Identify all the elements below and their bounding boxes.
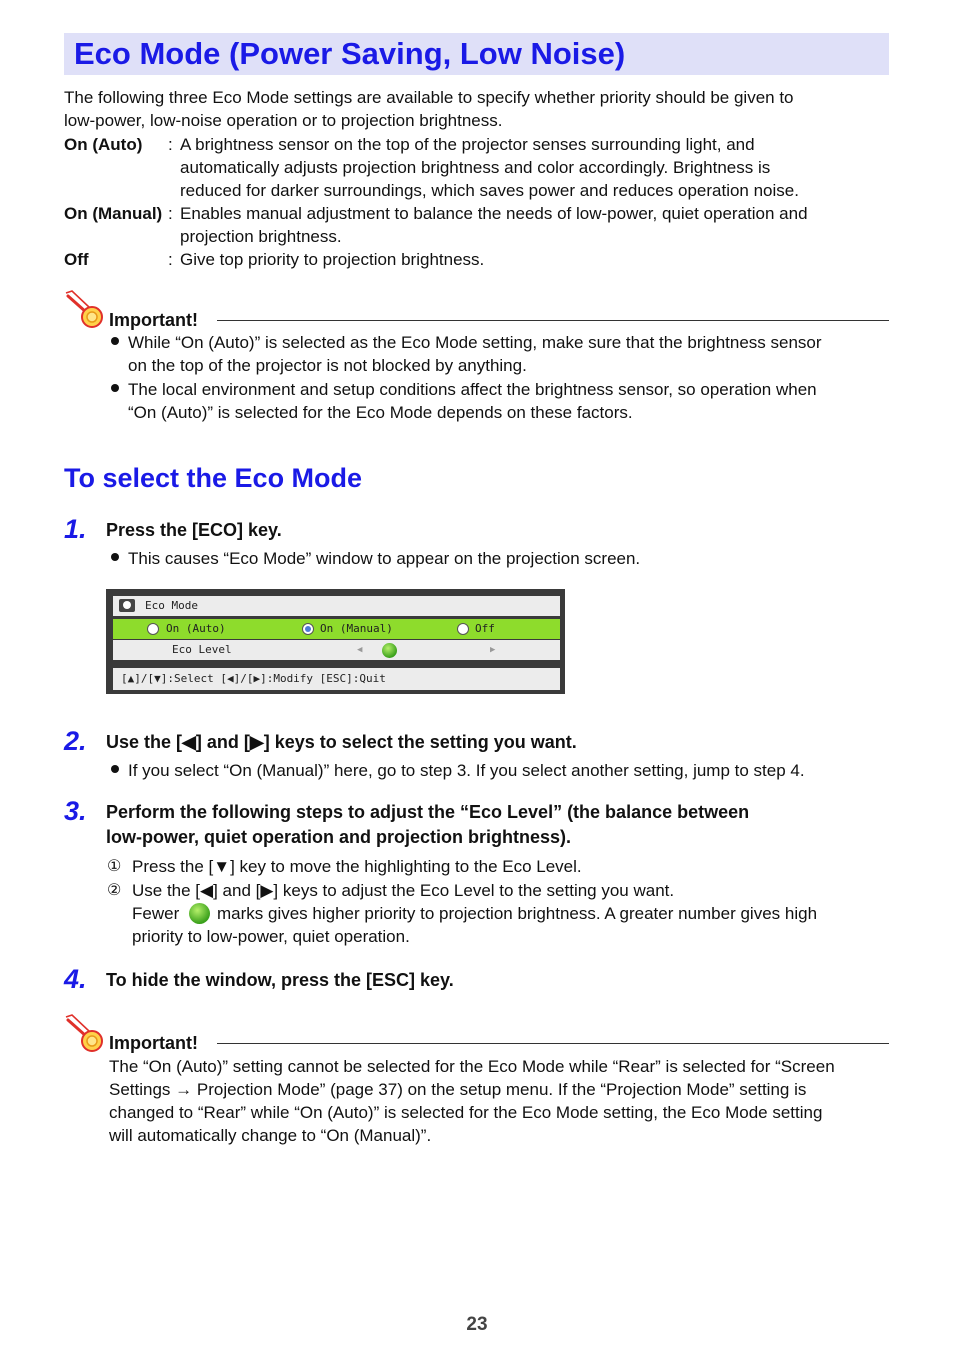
eco-mode-window xyxy=(106,589,565,694)
substep-text: Use the [◀] and [▶] keys to adjust the Eco Level to the setting you want. xyxy=(132,881,675,900)
section-title: To select the Eco Mode xyxy=(64,463,363,493)
step-bullet: If you select “On (Manual)” here, go to step 3. If you select another setting, jump to step 4. xyxy=(128,761,805,780)
radio-off[interactable] xyxy=(457,623,469,635)
step-title: Press the [ECO] key. xyxy=(106,520,282,540)
page-title-bar xyxy=(64,33,889,75)
substep-text: Press the [▼] key to move the highlighting to the Eco Level. xyxy=(132,857,582,876)
step-number: 3. xyxy=(64,796,87,826)
step-title: To hide the window, press the [ESC] key. xyxy=(106,970,454,990)
note-suffix: marks gives higher priority to projection brightness. A greater number gives high xyxy=(217,904,818,923)
eco-leaf-icon xyxy=(189,903,210,924)
bullet-dot xyxy=(111,553,119,561)
note-prefix: Fewer xyxy=(132,904,180,923)
eco-mode-options-row[interactable] xyxy=(113,619,560,639)
definition-line: Give top priority to projection brightness. xyxy=(180,250,485,269)
definition-colon: : xyxy=(168,204,173,223)
step-title-line-1: Perform the following steps to adjust the “Eco Level” (the balance between xyxy=(106,802,750,822)
step-number: 2. xyxy=(64,726,87,756)
bullet-line: The local environment and setup conditions affect the brightness sensor, so operation when xyxy=(128,380,817,399)
bullet-line: “On (Auto)” is selected for the Eco Mode depends on these factors. xyxy=(128,403,633,422)
eco-window-titlebar xyxy=(113,596,560,616)
definition-term: On (Manual) xyxy=(64,204,163,223)
important-line: The “On (Auto)” setting cannot be selected for the Eco Mode while “Rear” is selected for “Screen xyxy=(109,1057,835,1076)
eco-window-help-bar xyxy=(113,668,560,690)
important-line: Settings → Projection Mode” (page 37) on the setup menu. If the “Projection Mode” setting is xyxy=(109,1080,807,1099)
intro-line-1: The following three Eco Mode settings are available to specify whether priority should be given to xyxy=(64,88,794,107)
definition-term: On (Auto) xyxy=(64,135,143,154)
eco-window-icon xyxy=(119,599,135,612)
definition-line: reduced for darker surroundings, which saves power and reduces operation noise. xyxy=(180,181,799,200)
definition-text xyxy=(180,202,880,248)
substep-marker: ② xyxy=(107,882,122,899)
option-label: On (Auto) xyxy=(166,622,226,635)
eco-level-row[interactable] xyxy=(113,640,560,660)
bullet-dot xyxy=(111,337,119,345)
definition-line: automatically adjusts projection brightness and color accordingly. Brightness is xyxy=(180,158,771,177)
eco-window-title: Eco Mode xyxy=(145,599,198,612)
important-bullet xyxy=(128,331,822,377)
right-arrow-icon[interactable]: ▶ xyxy=(490,645,496,655)
definition-text xyxy=(180,133,880,202)
left-arrow-icon[interactable]: ◀ xyxy=(357,645,363,655)
definition-line: A brightness sensor on the top of the projector senses surrounding light, and xyxy=(180,135,755,154)
eco-level-label: Eco Level xyxy=(172,643,232,656)
important-text xyxy=(109,1055,835,1147)
bullet-dot xyxy=(111,765,119,773)
definition-line: projection brightness. xyxy=(180,227,342,246)
intro-line-2: low-power, low-noise operation or to projection brightness. xyxy=(64,111,503,130)
important-bullet xyxy=(128,378,817,424)
definition-term: Off xyxy=(64,250,89,269)
important-label: Important! xyxy=(109,310,198,330)
definition-text xyxy=(180,248,880,271)
eco-window-help-text: [▲]/[▼]:Select [◀]/[▶]:Modify [ESC]:Quit xyxy=(121,672,386,685)
step-number: 1. xyxy=(64,514,87,544)
substep-marker: ① xyxy=(107,858,122,875)
option-label: On (Manual) xyxy=(320,622,393,635)
step-title: Use the [◀] and [▶] keys to select the setting you want. xyxy=(106,732,577,752)
definition-line: Enables manual adjustment to balance the needs of low-power, quiet operation and xyxy=(180,204,808,223)
page-title: Eco Mode (Power Saving, Low Noise) xyxy=(74,36,626,71)
definition-colon: : xyxy=(168,135,173,154)
important-line: changed to “Rear” while “On (Auto)” is selected for the Eco Mode setting, the Eco Mode setting xyxy=(109,1103,823,1122)
step-bullet: This causes “Eco Mode” window to appear on the projection screen. xyxy=(128,549,641,568)
radio-on-manual[interactable] xyxy=(302,623,314,635)
eco-leaf-icon xyxy=(382,643,397,658)
important-divider xyxy=(217,320,889,321)
bullet-line: While “On (Auto)” is selected as the Eco Mode setting, make sure that the brightness sensor xyxy=(128,333,822,352)
definition-colon: : xyxy=(168,250,173,269)
important-label: Important! xyxy=(109,1033,198,1053)
important-icon xyxy=(64,290,106,330)
page-number: 23 xyxy=(466,1314,488,1335)
step-title-line-2: low-power, quiet operation and projection brightness). xyxy=(106,827,572,847)
important-divider xyxy=(217,1043,889,1044)
step-number: 4. xyxy=(64,964,87,994)
bullet-dot xyxy=(111,384,119,392)
bullet-line: on the top of the projector is not blocked by anything. xyxy=(128,356,527,375)
note-line-2: priority to low-power, quiet operation. xyxy=(132,927,410,946)
option-label: Off xyxy=(475,622,495,635)
important-icon xyxy=(64,1014,106,1054)
radio-on-auto[interactable] xyxy=(147,623,159,635)
important-line: will automatically change to “On (Manual)”. xyxy=(109,1126,432,1145)
